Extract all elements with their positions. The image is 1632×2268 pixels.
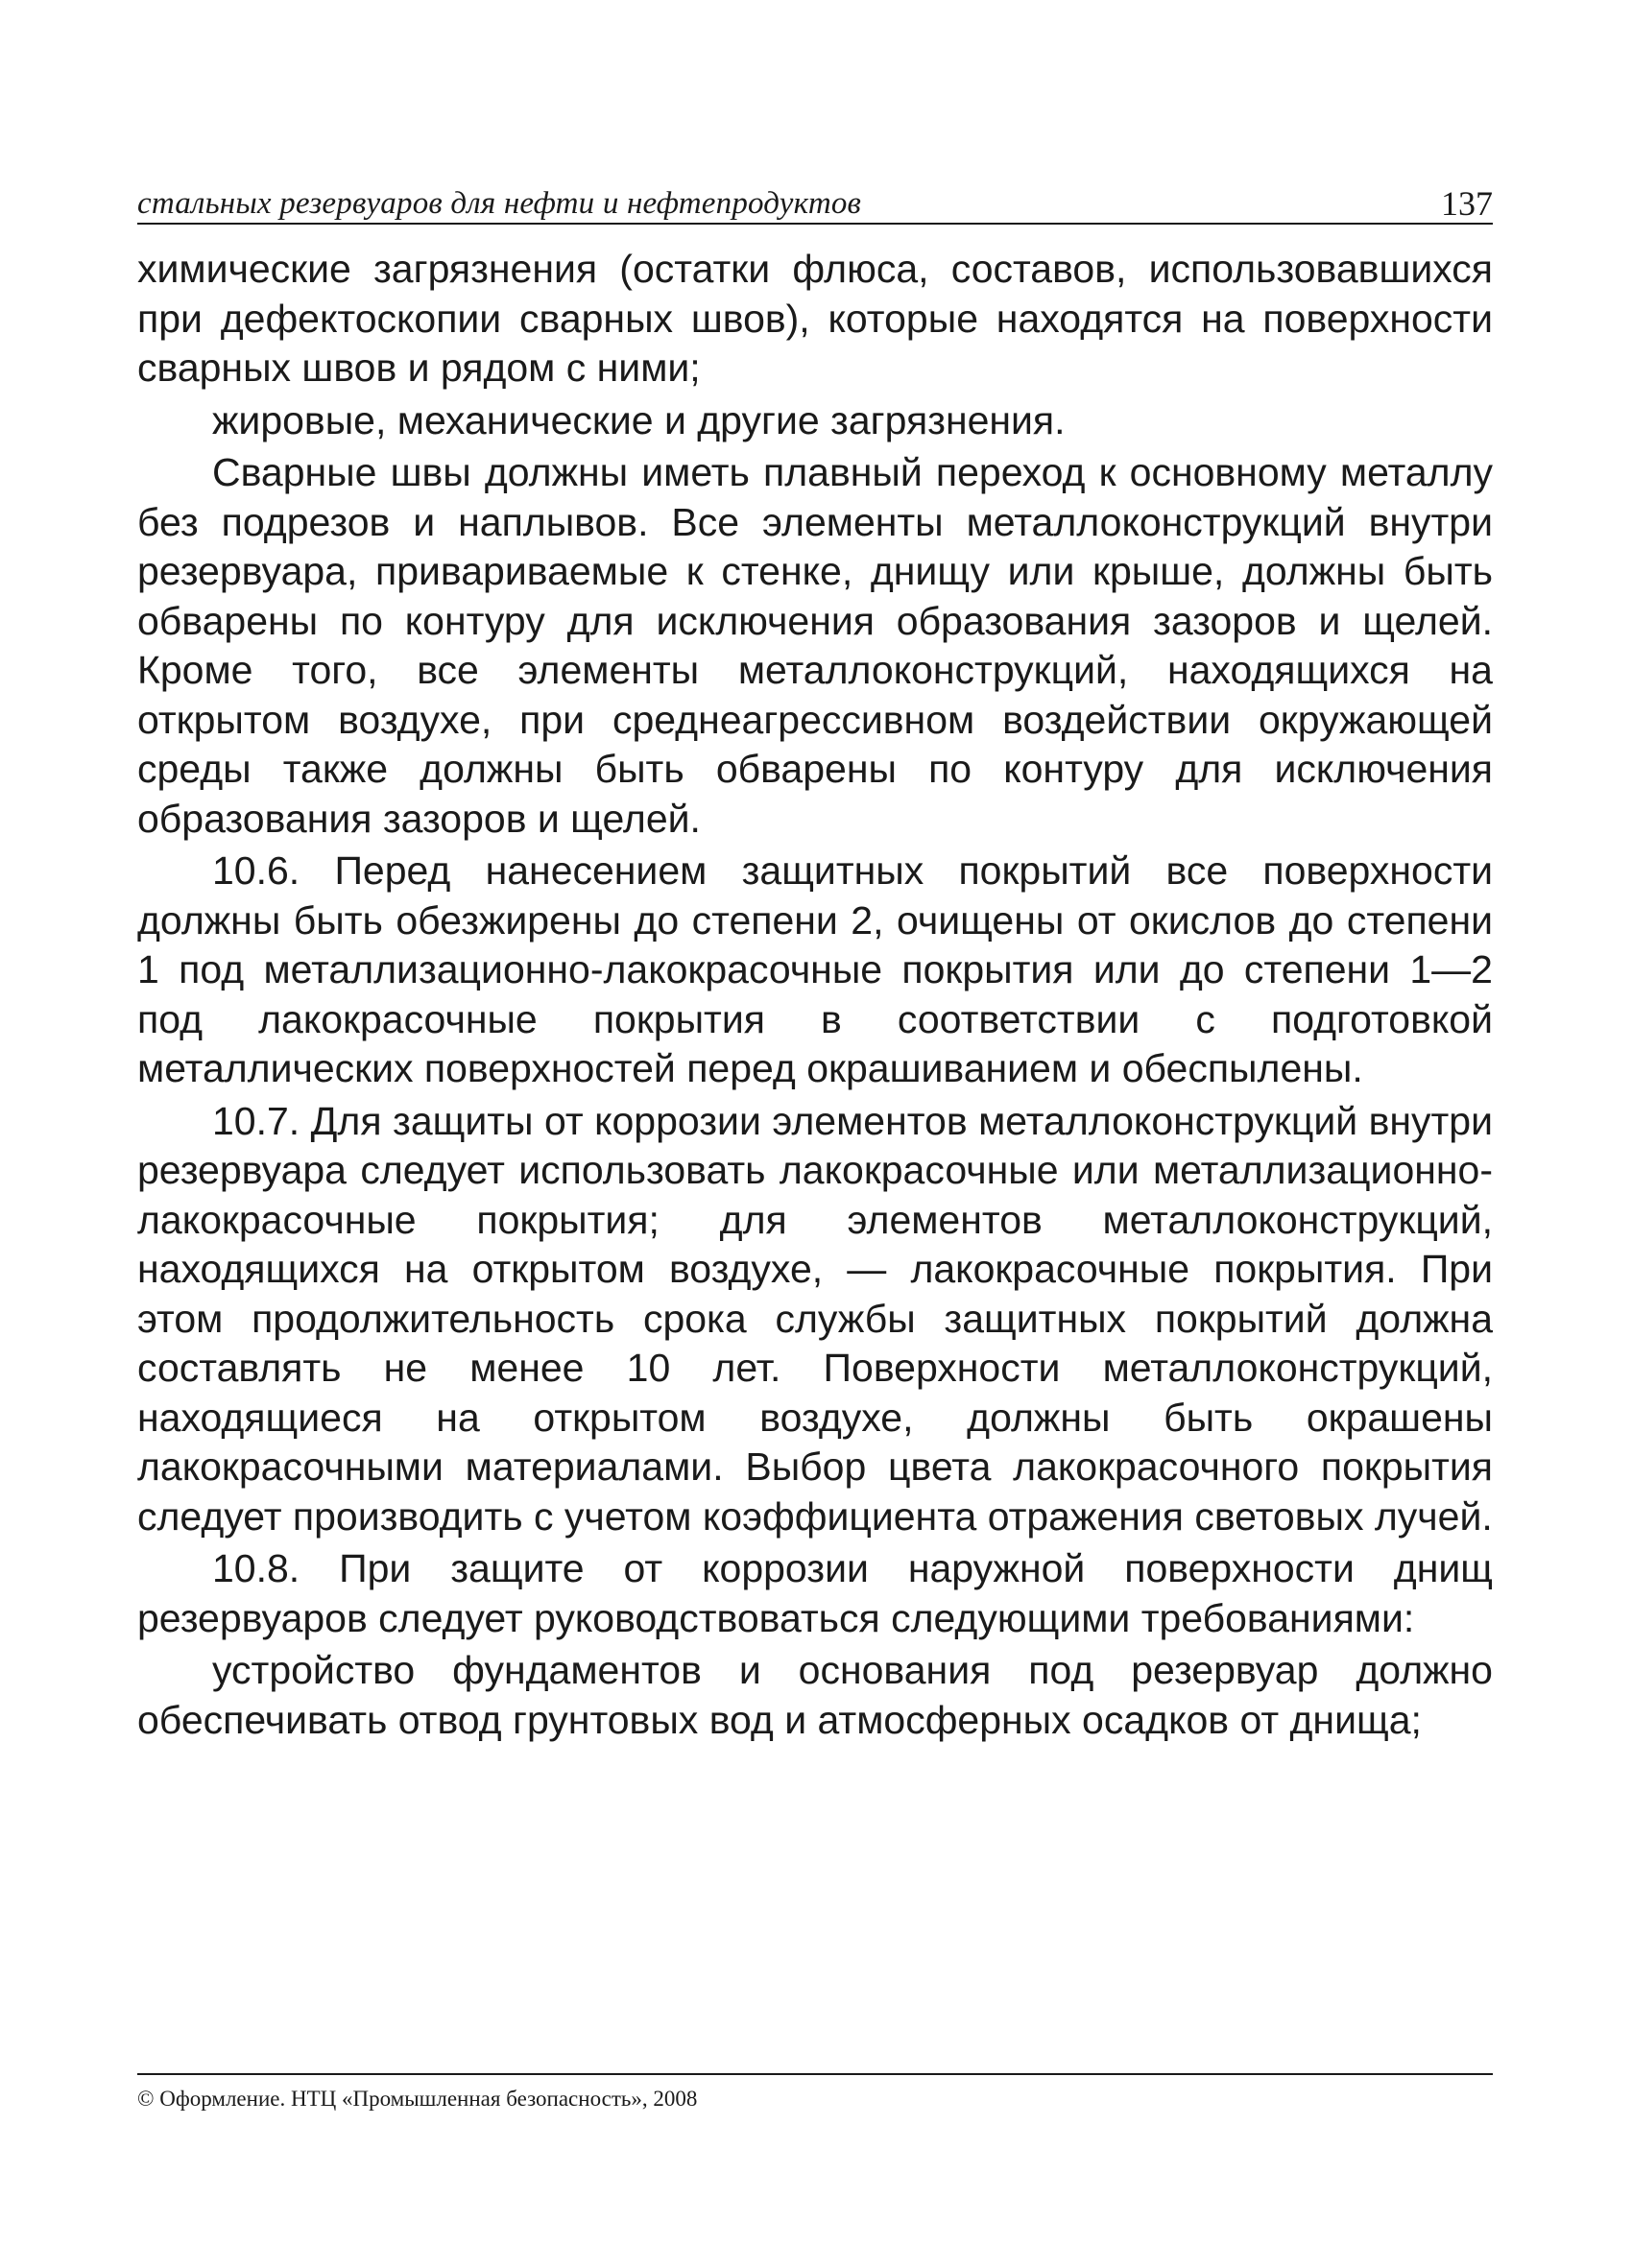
paragraph-welds: Сварные швы должны иметь плавный переход к основному металлу без подрезов и наплывов. Все элементы металлоконструкций внутри резервуара, привариваемые к стенке, днищу или крыше, должны быть обварены по контуру для исключения образования зазоров и щелей. Кроме того, все элементы металлоконструкций, находящихся на открытом воздухе, при среднеагрессивном воздействии окружающей среды также должны быть обварены по контуру для исключения образования зазоров и щелей. xyxy=(137,450,1493,841)
body-text xyxy=(137,245,1493,1748)
footer-copyright: © Оформление. НТЦ «Промышленная безопасность», 2008 xyxy=(137,2087,698,2111)
paragraph-10-7: 10.7. Для защиты от коррозии элементов металлоконструкций внутри резервуара следует использовать лакокрасочные или металлизационно-лакокрасочные покрытия; для элементов металлоконструкций, находящихся на открытом воздухе, — лакокрасочные покрытия. При этом продолжительность срока службы защитных покрытий должна составлять не менее 10 лет. Поверхности металлоконструкций, находящиеся на открытом воздухе, должны быть окрашены лакокрасочными материалами. Выбор цвета лакокрасочного покрытия следует производить с учетом коэффициента отражения световых лучей. xyxy=(137,1098,1493,1539)
paragraph-10-6: 10.6. Перед нанесением защитных покрытий все поверхности должны быть обезжирены до степени 2, очищены от окислов до степени 1 под металлизационно-лакокрасочные покрытия или до степени 1—2 под лакокрасочные покрытия в соответствии с подготовкой металлических поверхностей перед окрашиванием и обеспылены. xyxy=(137,848,1493,1090)
paragraph-grease-contamination: жировые, механические и другие загрязнения. xyxy=(212,397,1066,442)
footer-divider xyxy=(137,2073,1493,2075)
running-header-title: стальных резервуаров для нефти и нефтепродуктов xyxy=(137,186,862,221)
paragraph-10-8: 10.8. При защите от коррозии наружной поверхности днищ резервуаров следует руководствоваться следующими требованиями: xyxy=(137,1546,1493,1640)
header-divider xyxy=(137,223,1493,225)
paragraph-chemical-contamination: химические загрязнения (остатки флюса, составов, использовавшихся при дефектоскопии сварных швов), которые находятся на поверхности сварных швов и рядом с ними; xyxy=(137,247,1493,390)
paragraph-foundation: устройство фундаментов и основания под резервуар должно обеспечивать отвод грунтовых вод и атмосферных осадков от днища; xyxy=(137,1648,1493,1742)
running-header xyxy=(137,184,1493,223)
page-number: 137 xyxy=(1441,184,1493,223)
